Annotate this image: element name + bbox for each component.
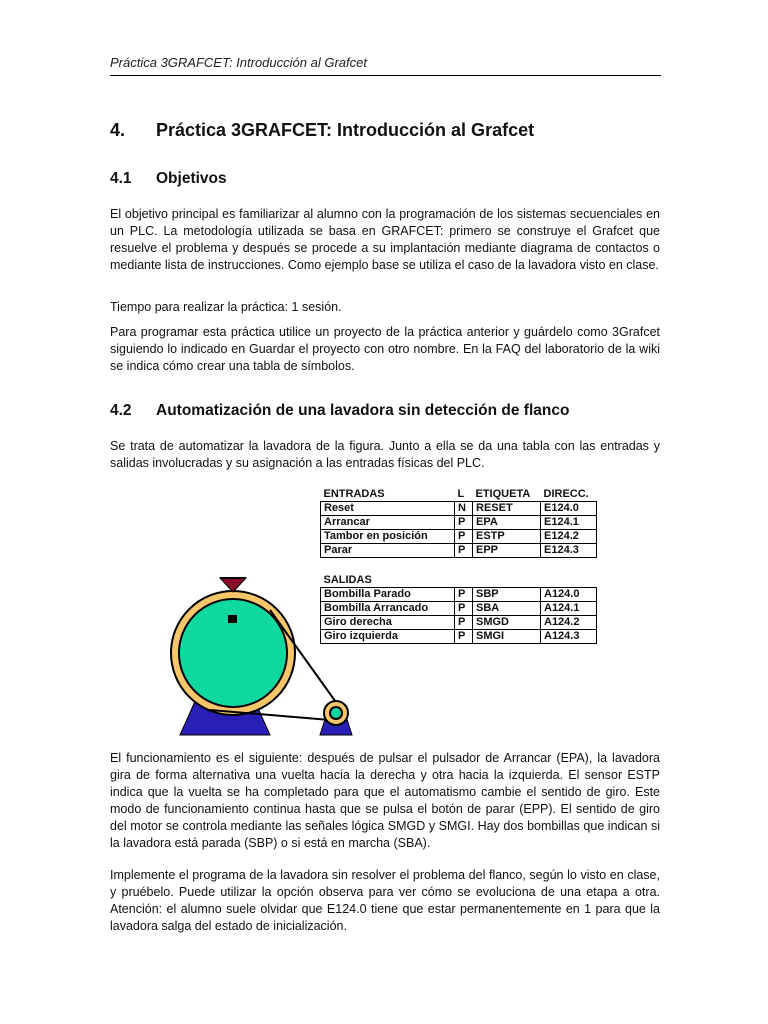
section-title: Práctica 3GRAFCET: Introducción al Grafcet	[156, 120, 535, 140]
table-cell: A124.2	[541, 616, 597, 630]
table-cell: E124.1	[541, 516, 597, 530]
section-4-heading	[110, 120, 534, 141]
sensor-triangle	[220, 578, 246, 592]
header-rule	[110, 75, 661, 76]
header-cell	[455, 574, 473, 588]
table-cell: EPP	[473, 544, 541, 558]
table-cell: SMGI	[473, 630, 541, 644]
table-row	[321, 602, 597, 616]
table-cell: Reset	[321, 502, 455, 516]
table-cell: RESET	[473, 502, 541, 516]
header-cell	[473, 574, 541, 588]
table-row	[321, 616, 597, 630]
paragraph-intro: Se trata de automatizar la lavadora de la figura. Junto a ella se da una tabla con las entradas y salidas involucradas y su asignación a las entradas físicas del PLC.	[110, 439, 660, 470]
paragraph-implement: Implemente el programa de la lavadora sin resolver el problema del flanco, según lo visto en clase, y pruébelo. Puede utilizar la opción observa para ver cómo se evoluciona de una etapa a otra. Atención: el alumno suele olvidar que E124.0 tiene que estar permanentemente en 1 para que la lavadora salga del estado de inicialización.	[110, 868, 660, 933]
section-title: Automatización de una lavadora sin detección de flanco	[156, 402, 570, 419]
motor-shaft	[330, 707, 342, 719]
outputs-table	[320, 574, 597, 644]
table-cell: P	[455, 630, 473, 644]
section-number: 4.2	[110, 402, 132, 419]
table-row	[321, 530, 597, 544]
table-cell: P	[455, 588, 473, 602]
header-cell: ENTRADAS	[323, 488, 385, 500]
table-cell: P	[455, 602, 473, 616]
table-cell: E124.0	[541, 502, 597, 516]
header-cell: L	[457, 488, 465, 500]
paragraph-objective: El objetivo principal es familiarizar al alumno con la programación de los sistemas secuenciales en un PLC. La metodología utilizada se basa en GRAFCET: primero se construye el Grafcet que resuelve el problema y después se procede a su implantación mediante diagrama de contactos o mediante lista de instrucciones. Como ejemplo base se utiliza el caso de la lavadora visto en clase.	[110, 207, 660, 272]
table-cell: A124.1	[541, 602, 597, 616]
table-cell: EPA	[473, 516, 541, 530]
paragraph-project: Para programar esta práctica utilice un proyecto de la práctica anterior y guárdelo como 3Grafcet siguiendo lo indicado en Guardar el proyecto con otro nombre. En la FAQ del laboratorio de la wiki se indica cómo crear una tabla de símbolos.	[110, 325, 660, 373]
table-cell: A124.3	[541, 630, 597, 644]
table-row	[321, 502, 597, 516]
table-cell: SMGD	[473, 616, 541, 630]
table-cell: Bombilla Arrancado	[321, 602, 455, 616]
header-cell: SALIDAS	[323, 574, 372, 586]
table-cell: N	[455, 502, 473, 516]
table-header-row	[321, 574, 597, 588]
paragraph-operation: El funcionamiento es el siguiente: después de pulsar el pulsador de Arrancar (EPA), la lavadora gira de forma alternativa una vuelta hacia la derecha y otra hacia la izquierda. El sensor ESTP indica que la vuelta se ha completado para que el automatismo cambie el sentido de giro. Este modo de funcionamiento continua hasta que se pulsa el botón de parar (EPP). El sentido de giro del motor se controla mediante las señales lógica SMGD y SMGI. Hay dos bombillas que indican si la lavadora está parada (SBP) o si está en marcha (SBA).	[110, 751, 660, 850]
table-cell: E124.3	[541, 544, 597, 558]
running-header: Práctica 3GRAFCET: Introducción al Grafcet	[110, 55, 367, 70]
table-cell: Tambor en posición	[321, 530, 455, 544]
section-title: Objetivos	[156, 170, 227, 187]
table-cell: E124.2	[541, 530, 597, 544]
table-row	[321, 630, 597, 644]
table-cell: P	[455, 516, 473, 530]
table-cell: P	[455, 544, 473, 558]
drum-position-mark	[228, 615, 237, 623]
section-number: 4.1	[110, 170, 132, 187]
table-header-row	[321, 488, 597, 502]
table-cell: SBP	[473, 588, 541, 602]
table-cell: Bombilla Parado	[321, 588, 455, 602]
header-cell: DIRECC.	[543, 488, 589, 500]
table-cell: A124.0	[541, 588, 597, 602]
inputs-table	[320, 488, 597, 558]
table-cell: Parar	[321, 544, 455, 558]
header-cell	[541, 574, 597, 588]
section-4-1-heading	[110, 170, 227, 188]
washing-machine-figure	[150, 570, 360, 740]
header-cell: ETIQUETA	[475, 488, 531, 500]
table-cell: P	[455, 616, 473, 630]
table-cell: Arrancar	[321, 516, 455, 530]
section-number: 4.	[110, 120, 126, 140]
table-row	[321, 588, 597, 602]
table-cell: ESTP	[473, 530, 541, 544]
table-cell: SBA	[473, 602, 541, 616]
paragraph-time: Tiempo para realizar la práctica: 1 sesión.	[110, 300, 342, 314]
table-row	[321, 516, 597, 530]
section-4-2-heading	[110, 402, 569, 420]
table-cell: Giro izquierda	[321, 630, 455, 644]
table-row	[321, 544, 597, 558]
table-cell: Giro derecha	[321, 616, 455, 630]
table-cell: P	[455, 530, 473, 544]
